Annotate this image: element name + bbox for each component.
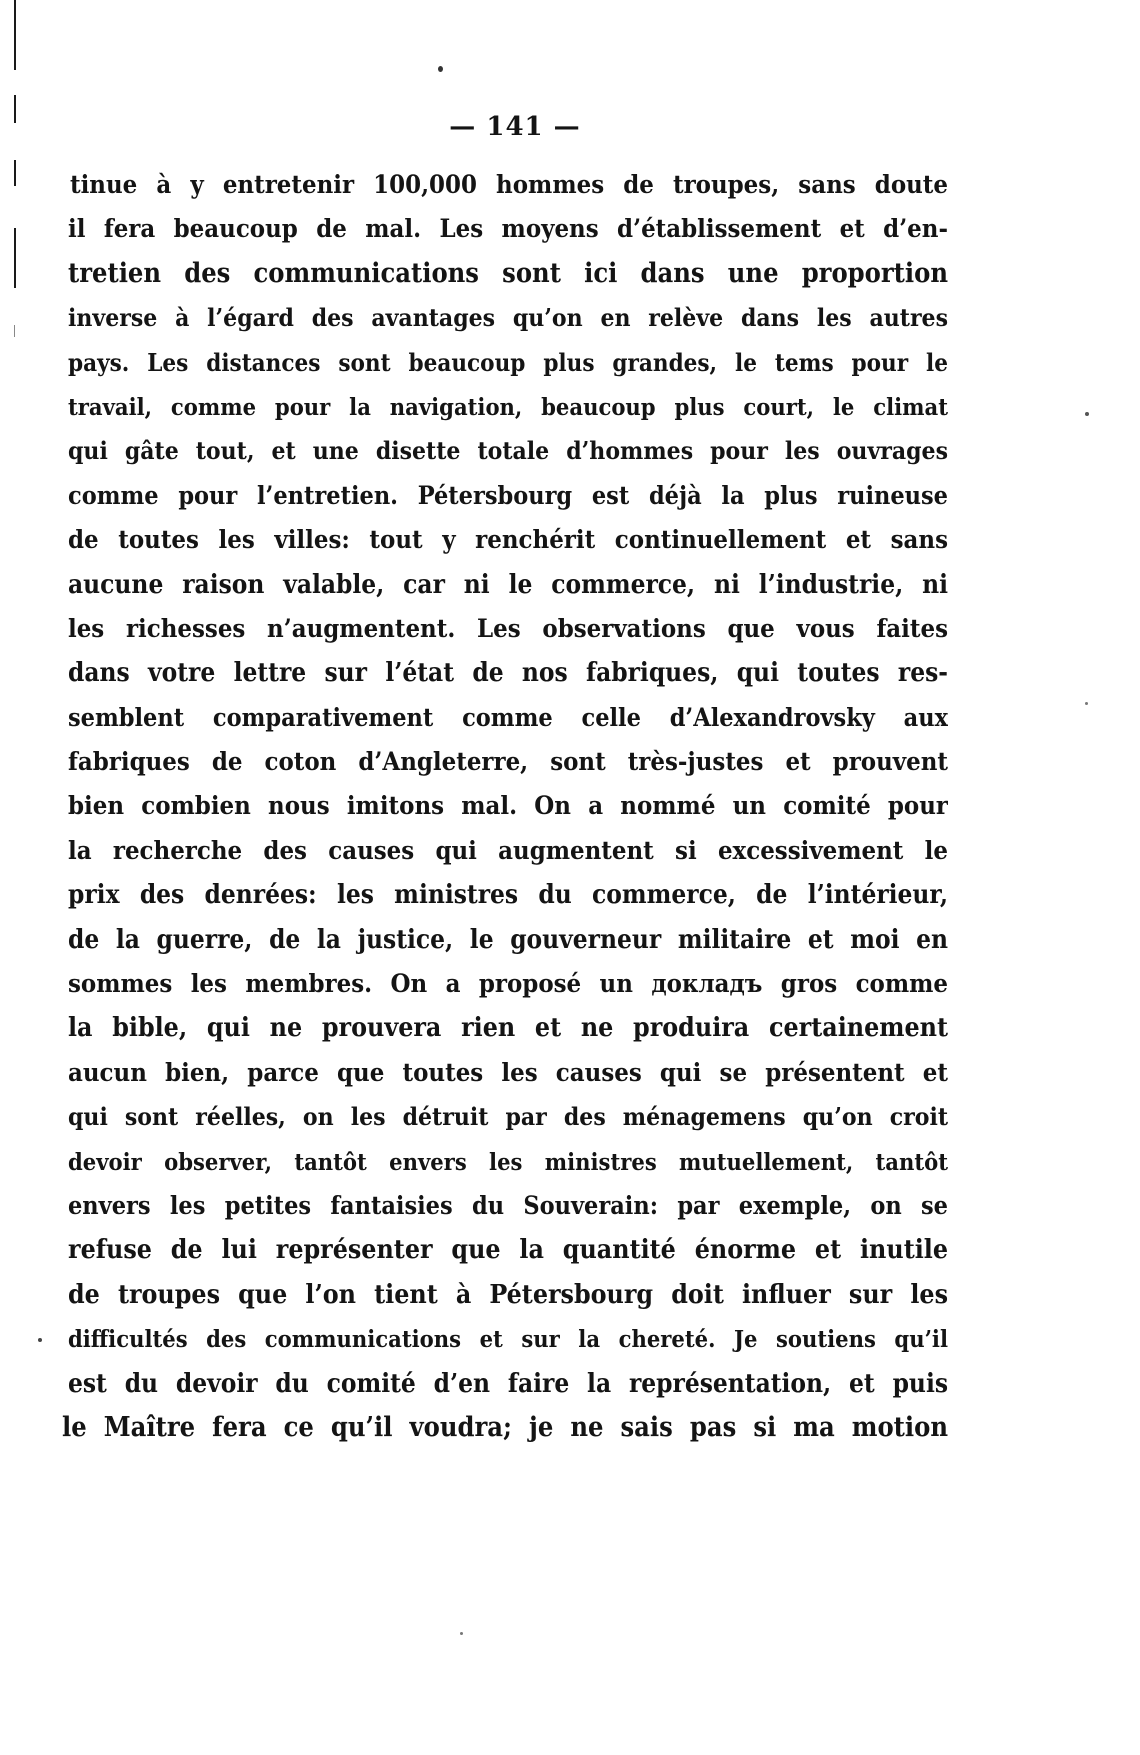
text-line: refuse de lui représenter que la quantité énorme et inutile bbox=[68, 1234, 948, 1266]
text-line: la recherche des causes qui augmentent si excessivement le bbox=[68, 835, 948, 866]
scan-edge-mark bbox=[14, 0, 16, 70]
text-line: devoir observer, tantôt envers les ministres mutuellement, tantôt bbox=[68, 1147, 948, 1176]
text-line: bien combien nous imitons mal. On a nommé un comité pour bbox=[68, 791, 948, 822]
text-line: la bible, qui ne prouvera rien et ne produira certainement bbox=[68, 1012, 948, 1044]
text-line: de toutes les villes: tout y renchérit continuellement et sans bbox=[68, 525, 948, 556]
text-line: travail, comme pour la navigation, beaucoup plus court, le climat bbox=[68, 392, 948, 421]
text-line: il fera beaucoup de mal. Les moyens d’établissement et d’en- bbox=[68, 214, 948, 245]
scan-edge-mark bbox=[14, 228, 16, 288]
scan-speck bbox=[460, 1632, 463, 1635]
text-line: tinue à y entretenir 100,000 hommes de troupes, sans doute bbox=[70, 170, 948, 200]
text-line: dans votre lettre sur l’état de nos fabriques, qui toutes res- bbox=[68, 658, 948, 689]
text-line: comme pour l’entretien. Pétersbourg est déjà la plus ruineuse bbox=[68, 480, 948, 510]
text-line: envers les petites fantaisies du Souverain: par exemple, on se bbox=[68, 1190, 948, 1220]
text-line: est du devoir du comité d’en faire la représentation, et puis bbox=[68, 1368, 948, 1399]
text-line: de la guerre, de la justice, le gouverneur militaire et moi en bbox=[68, 924, 948, 955]
scan-speck bbox=[38, 1338, 42, 1342]
scan-speck bbox=[1085, 702, 1088, 705]
page-text-body bbox=[62, 163, 948, 1450]
text-line: les richesses n’augmentent. Les observations que vous faites bbox=[68, 613, 948, 644]
text-line: qui gâte tout, et une disette totale d’hommes pour les ouvrages bbox=[68, 436, 948, 466]
text-line: tretien des communications sont ici dans une proportion bbox=[68, 257, 948, 289]
text-line: inverse à l’égard des avantages qu’on en relève dans les autres bbox=[68, 303, 948, 333]
scan-speck bbox=[438, 66, 443, 72]
text-line: qui sont réelles, on les détruit par des ménagemens qu’on croit bbox=[68, 1102, 948, 1132]
page-number: — 141 — bbox=[449, 112, 581, 142]
scan-edge-mark bbox=[14, 325, 15, 337]
text-line: aucun bien, parce que toutes les causes qui se présentent et bbox=[68, 1057, 948, 1088]
text-line: de troupes que l’on tient à Pétersbourg doit influer sur les bbox=[68, 1278, 948, 1310]
scan-edge-mark bbox=[14, 160, 16, 186]
text-line: aucune raison valable, car ni le commerce, ni l’industrie, ni bbox=[68, 569, 948, 600]
text-line: fabriques de coton d’Angleterre, sont très-justes et prouvent bbox=[68, 747, 948, 778]
text-line: semblent comparativement comme celle d’Alexandrovsky aux bbox=[68, 702, 948, 732]
text-line: le Maître fera ce qu’il voudra; je ne sais pas si ma motion bbox=[62, 1411, 948, 1443]
text-line: sommes les membres. On a proposé un докладъ gros comme bbox=[68, 969, 948, 1000]
text-line: prix des denrées: les ministres du commerce, de l’intérieur, bbox=[68, 880, 948, 911]
text-line: difficultés des communications et sur la chereté. Je soutiens qu’il bbox=[68, 1325, 948, 1354]
text-line: pays. Les distances sont beaucoup plus grandes, le tems pour le bbox=[68, 347, 948, 377]
scan-speck bbox=[1085, 412, 1089, 416]
